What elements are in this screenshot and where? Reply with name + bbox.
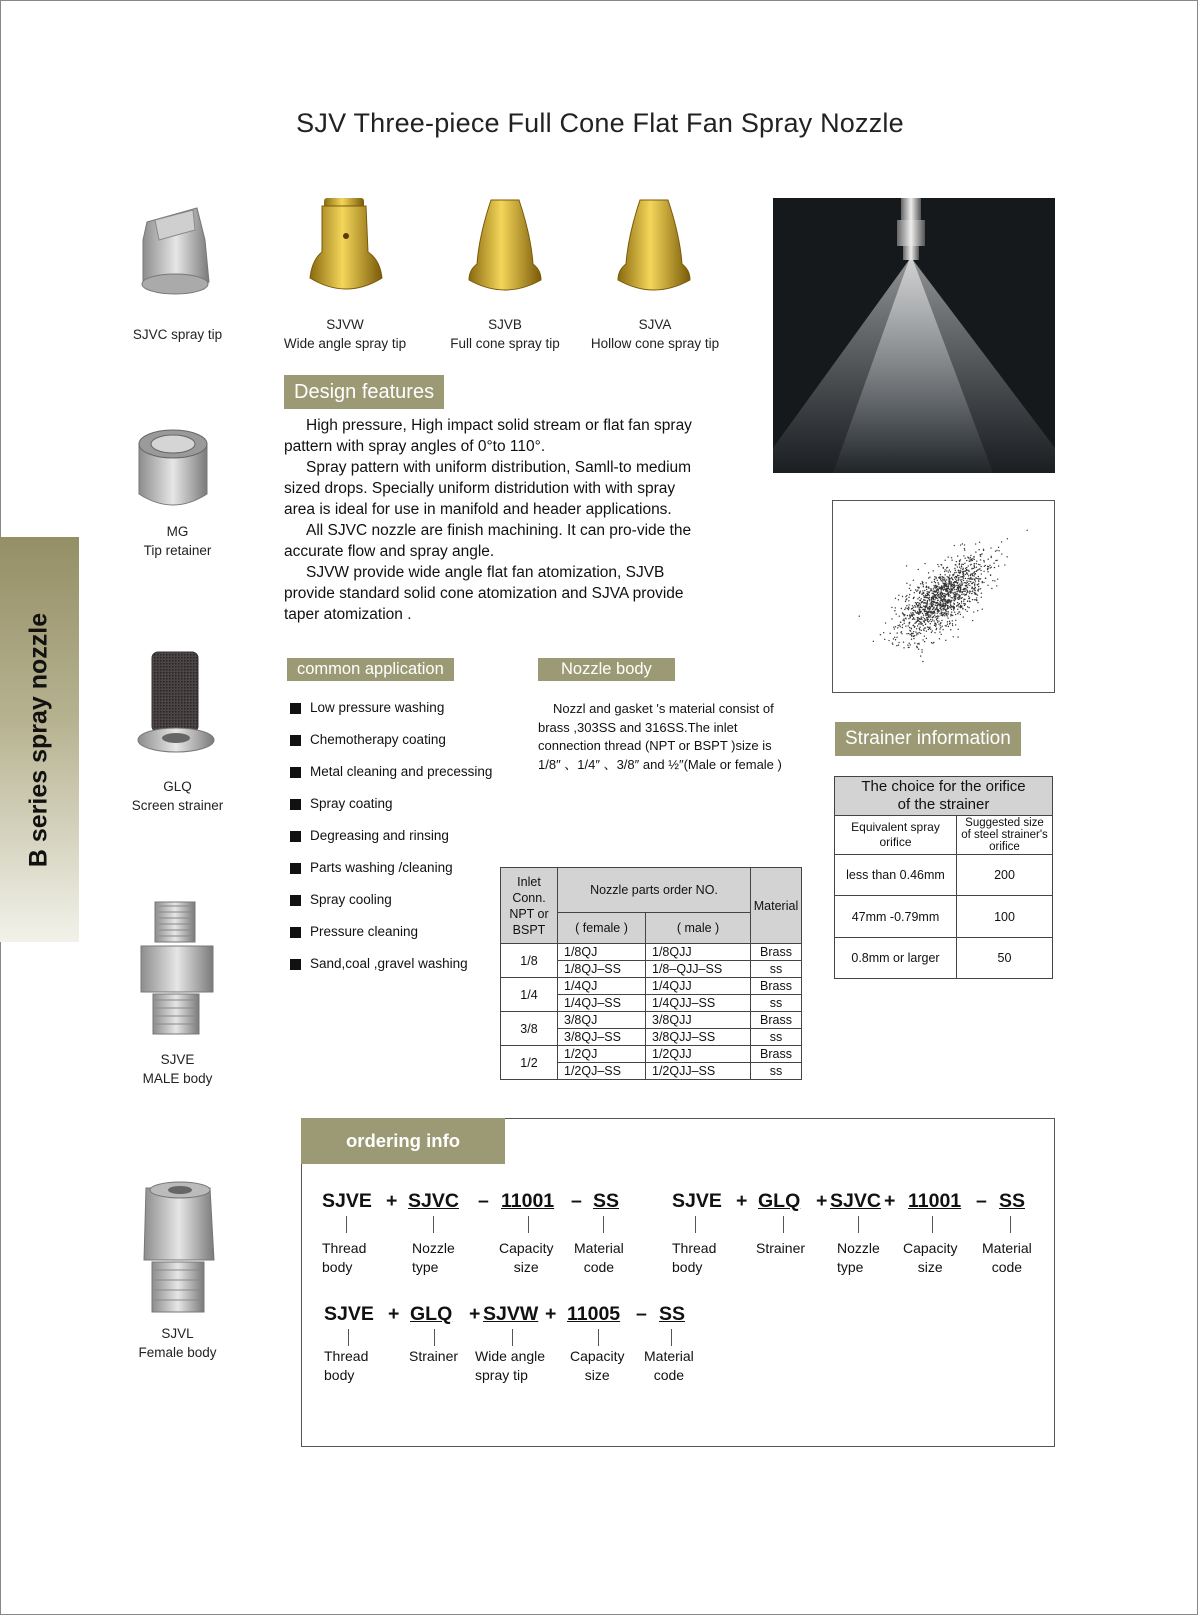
code-thread-body: SJVE — [672, 1190, 722, 1212]
spray-distribution-plot — [832, 500, 1055, 693]
strainer-table — [834, 776, 1053, 979]
table-row: 1/8QJ–SS 1/8–QJJ–SS ss — [501, 961, 802, 978]
code-capacity: 11001 — [501, 1190, 555, 1212]
label-thread-body: Thread body — [322, 1240, 367, 1275]
code-thread-body: SJVE — [324, 1303, 374, 1325]
glq-screen-strainer-image — [136, 648, 216, 760]
common-application-heading: common application — [287, 658, 454, 681]
code-plus: + — [386, 1190, 398, 1212]
application-list — [290, 700, 492, 988]
header-material: Material — [751, 868, 802, 944]
bullet-square-icon — [290, 799, 301, 810]
bullet-square-icon — [290, 959, 301, 970]
header-order-no: Nozzle parts order NO. — [558, 868, 751, 913]
spray-photo — [773, 198, 1055, 473]
header-male: ( male ) — [646, 913, 751, 944]
list-item: Sand,coal ,gravel washing — [290, 956, 492, 988]
label-material: Material code — [982, 1240, 1032, 1275]
code-material: SS — [999, 1190, 1026, 1212]
strainer-information-heading: Strainer information — [835, 722, 1021, 756]
header-inlet: Inlet Conn. NPT or BSPT — [501, 868, 558, 944]
connector-line — [346, 1216, 347, 1233]
connector-line — [433, 1216, 434, 1233]
code-strainer: GLQ — [758, 1190, 801, 1212]
table-row: 1/2QJ–SS 1/2QJJ–SS ss — [501, 1063, 802, 1080]
label-material: Material code — [644, 1348, 694, 1383]
sjvb-spray-tip-image — [465, 196, 545, 300]
sjva-spray-tip-image — [614, 196, 694, 300]
connector-line — [512, 1329, 513, 1346]
ordering-info-heading: ordering info — [301, 1118, 505, 1164]
code-nozzle-type: SJVC — [408, 1190, 459, 1212]
sjvw-spray-tip-image — [306, 196, 386, 300]
sjva-caption: SJVA Hollow cone spray tip — [590, 317, 720, 351]
bullet-square-icon — [290, 831, 301, 842]
label-wide-angle-tip: Wide angle spray tip — [475, 1348, 546, 1383]
design-features-heading: Design features — [284, 375, 444, 409]
table-row: 1/2 1/2QJ 1/2QJJ Brass — [501, 1046, 802, 1063]
connector-line — [932, 1216, 933, 1233]
code-capacity: 11001 — [908, 1190, 962, 1212]
ordering-info-box — [301, 1118, 1055, 1447]
table-row: 1/4 1/4QJ 1/4QJJ Brass — [501, 978, 802, 995]
label-nozzle-type: Nozzle type — [837, 1240, 880, 1275]
label-capacity: Capacity size — [499, 1240, 554, 1275]
sjvl-female-body-image — [140, 1180, 220, 1316]
code-plus: + — [388, 1303, 400, 1325]
connector-line — [348, 1329, 349, 1346]
code-plus: + — [884, 1190, 896, 1212]
sjve-male-body-image — [137, 900, 217, 1036]
label-capacity: Capacity size — [570, 1348, 625, 1383]
mg-tip-retainer-image — [133, 420, 213, 516]
code-minus: – — [636, 1303, 647, 1325]
sjve-caption: SJVE MALE body — [142, 1052, 213, 1086]
side-band — [0, 537, 79, 942]
bullet-square-icon — [290, 735, 301, 746]
sjvc-caption: SJVC spray tip — [132, 327, 223, 342]
code-material: SS — [593, 1190, 620, 1212]
code-material: SS — [659, 1303, 686, 1325]
table-row: 1/4QJ–SS 1/4QJJ–SS ss — [501, 995, 802, 1012]
strainer-table-title: The choice for the orifice of the strainer — [835, 777, 1053, 816]
label-capacity: Capacity size — [903, 1240, 958, 1275]
label-material: Material code — [574, 1240, 624, 1275]
connector-line — [695, 1216, 696, 1233]
strainer-col-orifice: Equivalent spray orifice — [835, 816, 957, 855]
scatter-dots — [859, 530, 1028, 663]
label-strainer: Strainer — [756, 1240, 806, 1256]
code-nozzle-type: SJVC — [830, 1190, 881, 1212]
connector-line — [603, 1216, 604, 1233]
code-thread-body: SJVE — [322, 1190, 372, 1212]
list-item: Parts washing /cleaning — [290, 860, 492, 892]
list-item: Spray cooling — [290, 892, 492, 924]
mg-caption: MG Tip retainer — [143, 524, 212, 558]
code-strainer: GLQ — [410, 1303, 453, 1325]
connector-line — [598, 1329, 599, 1346]
code-wide-angle-tip: SJVW — [483, 1303, 539, 1325]
code-plus: + — [469, 1303, 481, 1325]
sjvb-caption: SJVB Full cone spray tip — [450, 317, 560, 351]
table-row: 3/8QJ–SS 3/8QJJ–SS ss — [501, 1029, 802, 1046]
label-thread-body: Thread body — [324, 1348, 369, 1383]
bullet-square-icon — [290, 895, 301, 906]
connector-line — [858, 1216, 859, 1233]
connector-line — [1010, 1216, 1011, 1233]
list-item: Chemotherapy coating — [290, 732, 492, 764]
code-minus: – — [478, 1190, 489, 1212]
table-row: 0.8mm or larger 50 — [835, 938, 1053, 979]
connector-line — [783, 1216, 784, 1233]
label-strainer: Strainer — [409, 1348, 459, 1364]
bullet-square-icon — [290, 767, 301, 778]
bullet-square-icon — [290, 863, 301, 874]
label-nozzle-type: Nozzle type — [412, 1240, 455, 1275]
side-label: B series spray nozzle — [24, 612, 53, 868]
nozzle-body-heading: Nozzle body — [538, 658, 675, 681]
code-capacity: 11005 — [567, 1303, 621, 1325]
table-row: less than 0.46mm 200 — [835, 855, 1053, 896]
list-item: Metal cleaning and precessing — [290, 764, 492, 796]
code-plus: + — [816, 1190, 828, 1212]
nozzle-parts-table — [500, 867, 802, 1080]
code-minus: – — [571, 1190, 582, 1212]
list-item: Low pressure washing — [290, 700, 492, 732]
list-item: Pressure cleaning — [290, 924, 492, 956]
bullet-square-icon — [290, 703, 301, 714]
connector-line — [434, 1329, 435, 1346]
list-item: Degreasing and rinsing — [290, 828, 492, 860]
list-item: Spray coating — [290, 796, 492, 828]
connector-line — [671, 1329, 672, 1346]
bullet-square-icon — [290, 927, 301, 938]
page-title: SJV Three-piece Full Cone Flat Fan Spray Nozzle — [296, 108, 904, 138]
glq-caption: GLQ Screen strainer — [131, 779, 224, 813]
code-minus: – — [976, 1190, 987, 1212]
nozzle-body-text: Nozzl and gasket 's material consist of brass ,303SS and 316SS.The inlet connection thread (NPT or BSPT )size is 1/8″ 、1/4″ 、3/8″ and ½″(Male or female ) — [538, 701, 782, 772]
header-female: ( female ) — [558, 913, 646, 944]
sjvw-caption: SJVW Wide angle spray tip — [283, 317, 407, 351]
table-row: 1/8 1/8QJ 1/8QJJ Brass — [501, 944, 802, 961]
table-row: 3/8 3/8QJ 3/8QJJ Brass — [501, 1012, 802, 1029]
code-plus: + — [545, 1303, 557, 1325]
strainer-col-size: Suggested size of steel strainer's orifice — [957, 816, 1053, 855]
sjvl-caption: SJVL Female body — [138, 1326, 217, 1360]
table-row: 47mm -0.79mm 100 — [835, 896, 1053, 938]
sjvc-spray-tip-image — [135, 200, 215, 300]
label-thread-body: Thread body — [672, 1240, 717, 1275]
code-plus: + — [736, 1190, 748, 1212]
connector-line — [528, 1216, 529, 1233]
design-features-text: High pressure, High impact solid stream or flat fan spray pattern with spray angles of 0°to 110°. Spray pattern with uniform distribution, Samll-to medium sized drops. Specially uniform distridution with with spray area is ideal for use in manifold and header applications. All SJVC nozzle are finish machining. It can pro-vide the accurate flow and spray angle. SJVW provide wide angle flat fan atomization, SJVB provide standard solid cone atomization and SJVA provide taper atomization . — [284, 417, 692, 623]
